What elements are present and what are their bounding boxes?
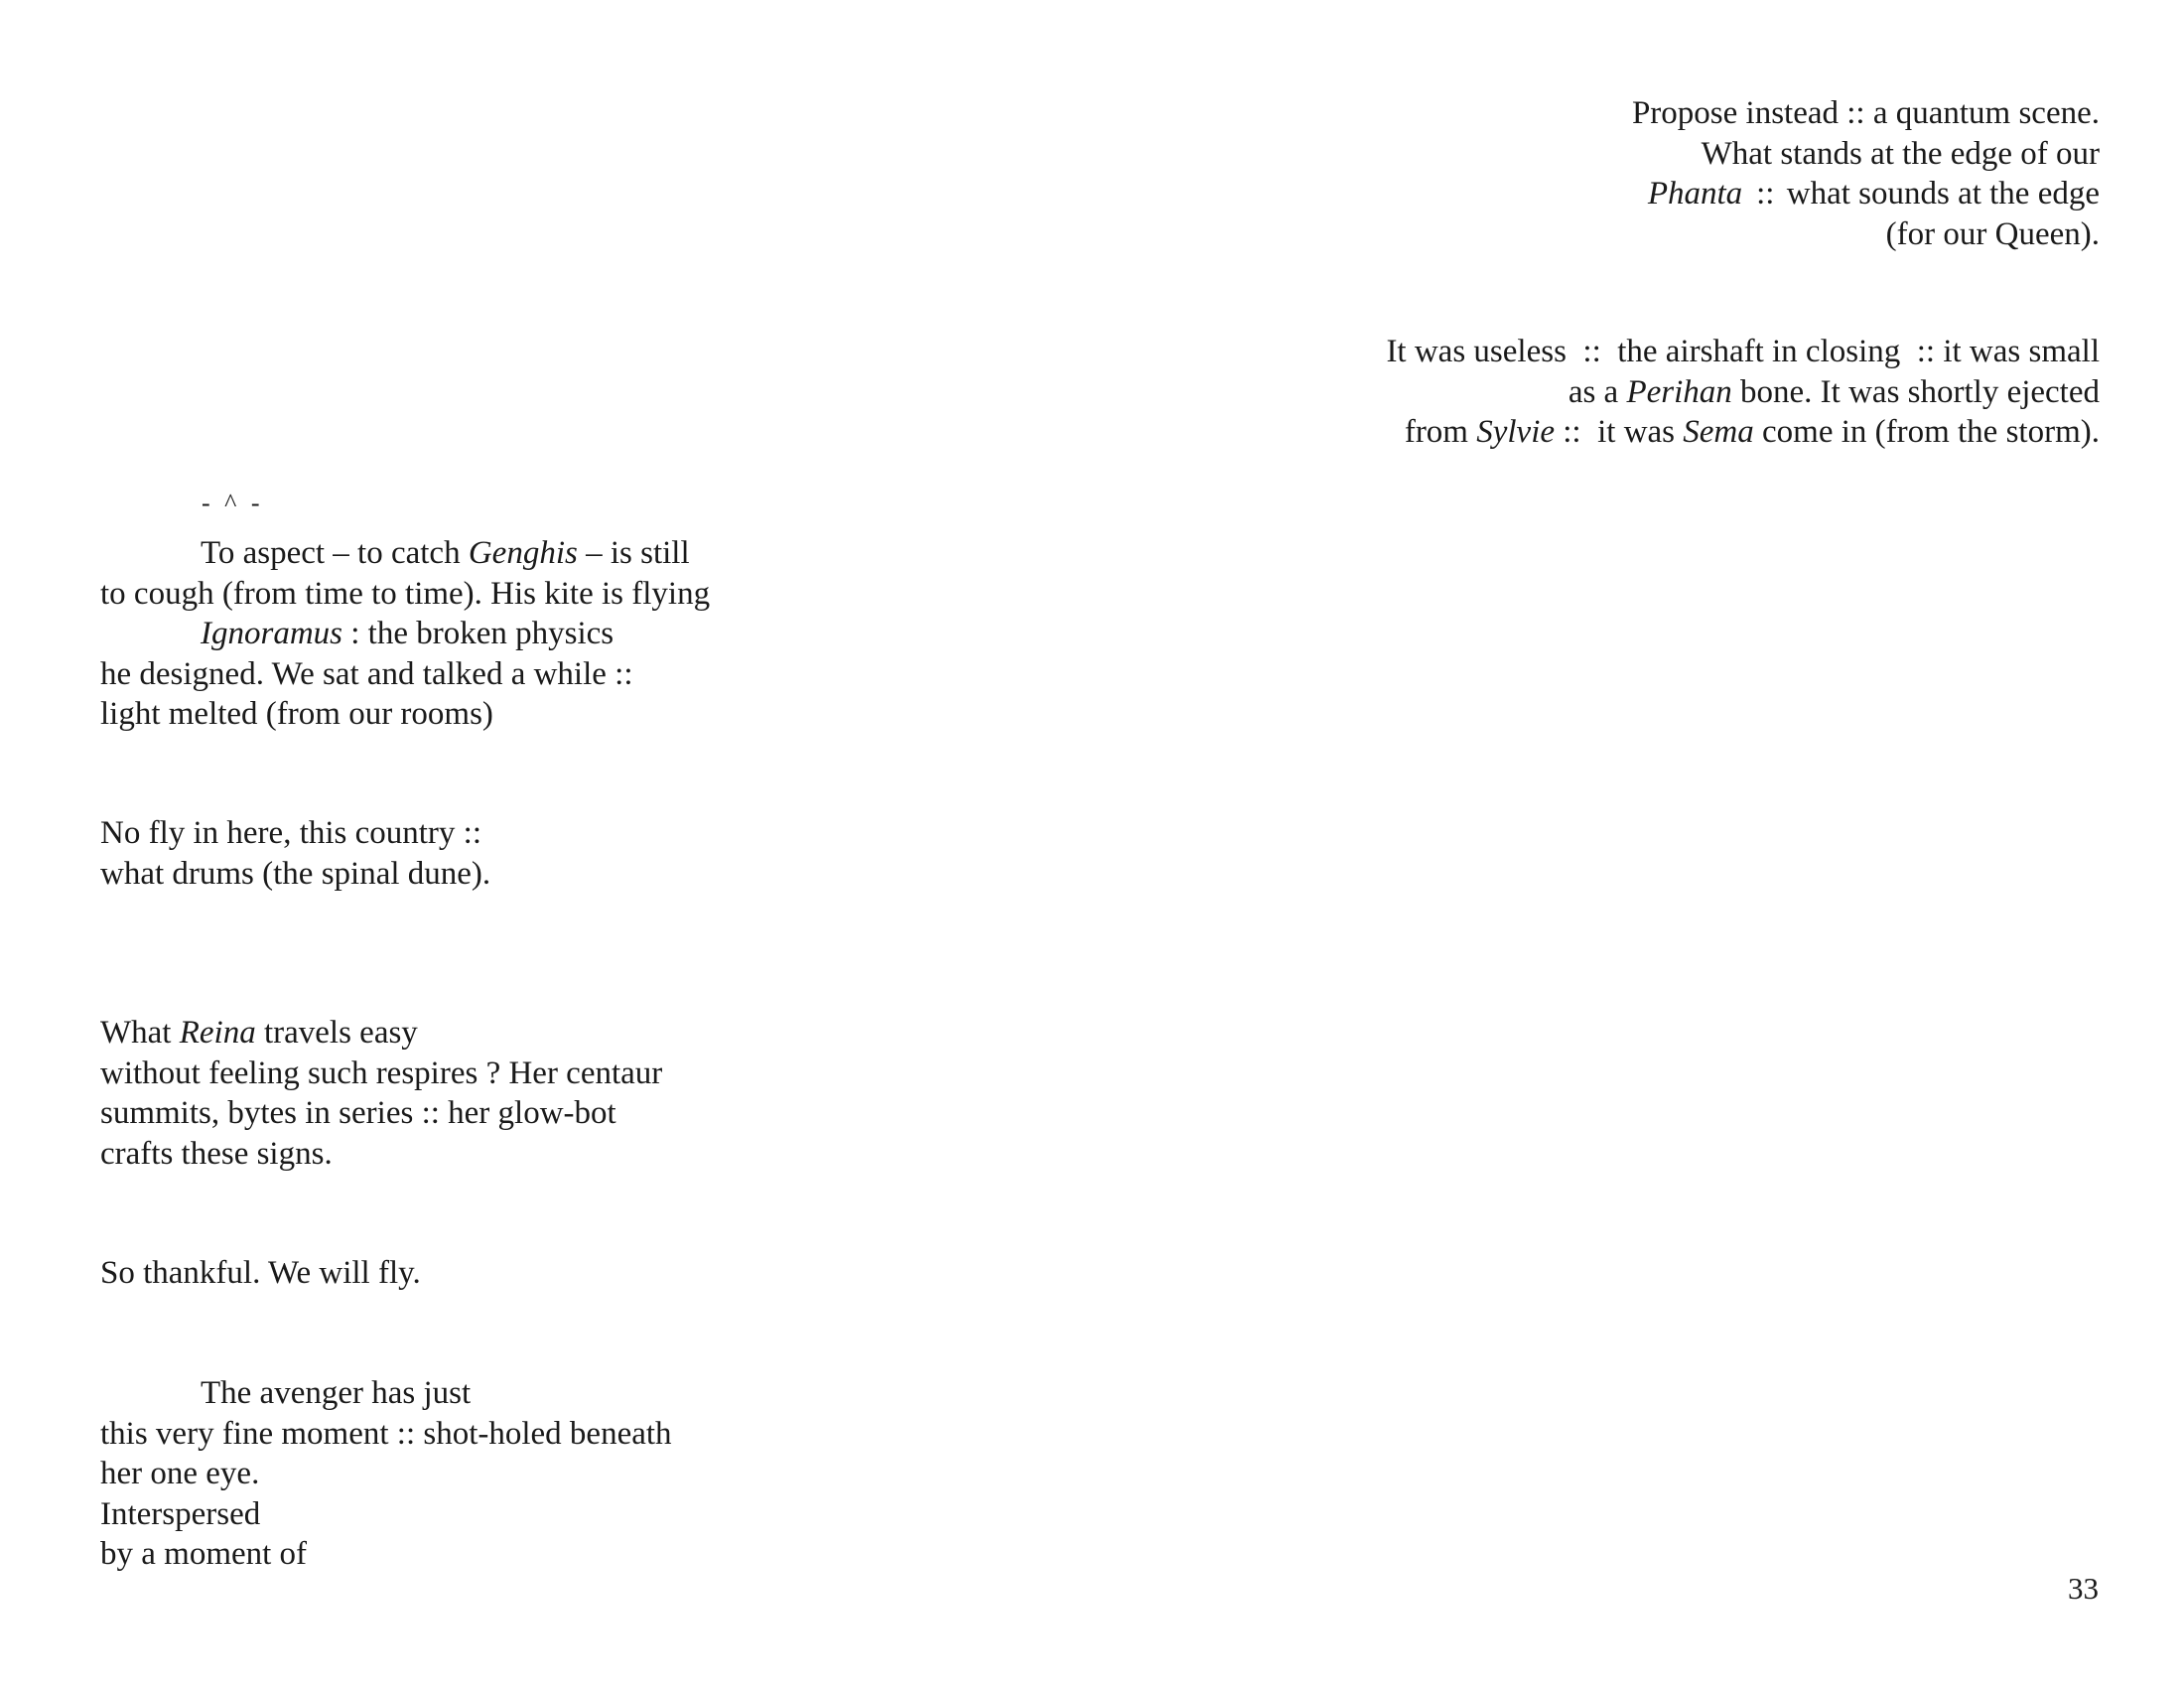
- poem-line: The avenger has just: [201, 1375, 472, 1411]
- italic-name: Reina: [179, 1015, 256, 1051]
- italic-name: Sema: [1683, 414, 1754, 450]
- stanza-nofly: [100, 813, 490, 894]
- line-text: : the broken physics: [342, 616, 614, 651]
- stanza-useless: [1386, 332, 2100, 453]
- separator: ::: [1756, 176, 1775, 211]
- poem-line: So thankful. We will fly.: [100, 1255, 421, 1291]
- poem-line: [100, 1013, 662, 1054]
- line-text: :: it was: [1555, 414, 1684, 450]
- poem-line: [1386, 412, 2100, 453]
- line-text: as a: [1568, 373, 1627, 410]
- italic-name: Phanta: [1647, 176, 1743, 211]
- poem-line: this very fine moment :: shot-holed beneath: [100, 1415, 672, 1452]
- poem-line: he designed. We sat and talked a while ::: [100, 655, 633, 692]
- poem-line: her one eye.: [100, 1456, 260, 1491]
- poem-line: summits, bytes in series :: her glow-bot: [100, 1095, 616, 1131]
- poem-line: to cough (from time to time). His kite is flying: [100, 575, 711, 612]
- line-text: come in (from the storm).: [1753, 414, 2100, 450]
- line-text: – is still: [577, 535, 690, 571]
- poem-line: (for our Queen).: [1885, 215, 2100, 252]
- line-text: bone. It was shortly ejected: [1731, 373, 2100, 410]
- page-number: 33: [2068, 1571, 2099, 1606]
- line-text: what sounds at the edge: [1786, 176, 2100, 211]
- italic-name: Perihan: [1626, 373, 1732, 410]
- stanza-reina: [100, 1013, 662, 1174]
- line-text: What: [100, 1015, 180, 1051]
- italic-name: Ignoramus: [201, 616, 343, 651]
- stanza-propose: [1632, 93, 2100, 254]
- poem-line: No fly in here, this country ::: [100, 815, 482, 851]
- poem-line: by a moment of: [100, 1536, 308, 1572]
- poem-line: [1386, 372, 2100, 413]
- poem-line: It was useless :: the airshaft in closing :: it was small: [1386, 334, 2100, 369]
- poem-line: Propose instead :: a quantum scene.: [1631, 95, 2100, 131]
- italic-name: Genghis: [468, 535, 578, 571]
- stanza-aspect: [100, 533, 710, 735]
- poem-line: Interspersed: [100, 1495, 261, 1532]
- section-break-mark: - ^ -: [202, 489, 264, 517]
- poem-line: What stands at the edge of our: [1701, 135, 2100, 172]
- italic-name: Sylvie: [1476, 414, 1556, 450]
- stanza-avenger: [100, 1373, 672, 1575]
- line-text: To aspect – to catch: [201, 535, 469, 571]
- line-text: travels easy: [255, 1015, 418, 1051]
- poem-line: without feeling such respires ? Her centaur: [100, 1055, 663, 1091]
- poem-line: [100, 614, 710, 654]
- poem-line: [100, 533, 710, 574]
- poem-line: crafts these signs.: [100, 1135, 333, 1172]
- line-text: from: [1404, 414, 1477, 450]
- poem-line: light melted (from our rooms): [100, 696, 493, 732]
- stanza-thankful: [100, 1253, 421, 1294]
- poem-line: [1632, 174, 2100, 214]
- poem-line: what drums (the spinal dune).: [100, 855, 491, 892]
